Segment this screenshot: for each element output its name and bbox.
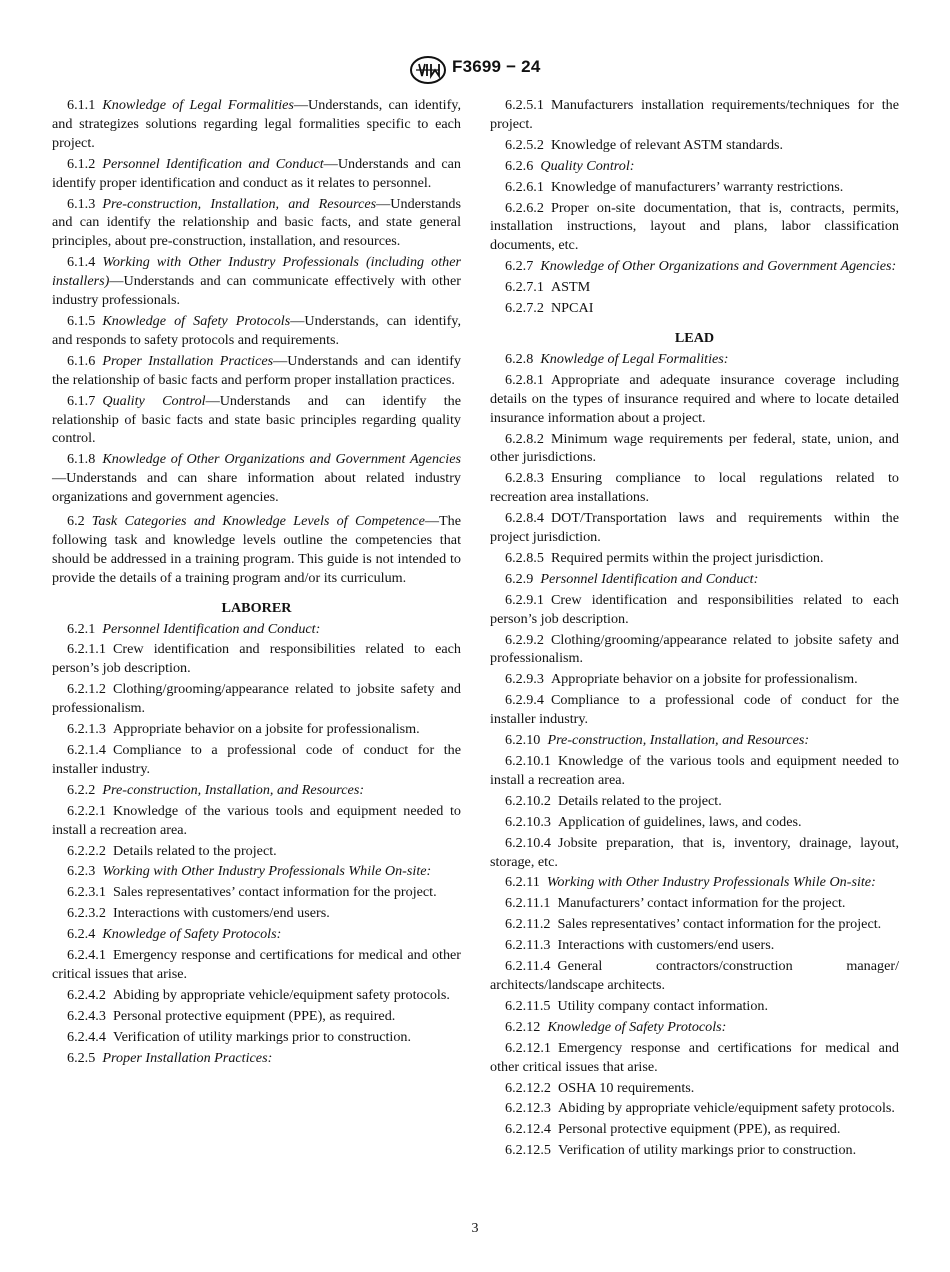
clause-text: Application of guidelines, laws, and codes. [558, 813, 802, 830]
clause-text: Personal protective equipment (PPE), as required. [558, 1121, 841, 1138]
clause-number: 6.2.8.2 [505, 430, 544, 447]
clause-title: Proper Installation Practices [102, 352, 274, 369]
clause-paragraph [52, 883, 461, 902]
clause-number: 6.2.1.4 [67, 742, 106, 758]
clause-number: 6.2.9.4 [505, 692, 544, 709]
clause-text: Minimum wage requirements per federal, state, union, and other jurisdictions. [490, 430, 899, 466]
clause-paragraph [52, 620, 461, 639]
clause-title: Knowledge of Legal Formalities: [540, 350, 729, 367]
clause-number: 6.2.12.1 [505, 1039, 551, 1056]
page-number: 3 [471, 1221, 479, 1236]
clause-paragraph [52, 741, 461, 779]
clause-number: 6.1.1 [67, 97, 96, 113]
clause-paragraph [52, 96, 461, 153]
clause-number: 6.1.3 [67, 195, 96, 212]
clause-text: Utility company contact information. [557, 997, 769, 1014]
clause-title: Pre-construction, Installation, and Resources: [547, 732, 810, 749]
clause-paragraph [52, 450, 461, 507]
clause-title: Knowledge of Safety Protocols: [102, 926, 282, 943]
clause-text: —Understands, can identify, and responds to safety protocols and requirements. [52, 312, 461, 348]
clause-text: Emergency response and certifications for medical and other critical issues that arise. [52, 947, 461, 982]
clause-paragraph [490, 813, 899, 832]
clause-number: 6.2.4.2 [67, 986, 106, 1003]
clause-text: Ensuring compliance to local regulations related to recreation area installations. [490, 470, 899, 506]
clause-number: 6.2.4.1 [67, 947, 106, 964]
clause-paragraph [52, 946, 461, 984]
clause-paragraph [490, 691, 899, 729]
clause-number: 6.2.5 [67, 1049, 96, 1066]
section-heading: LEAD [674, 329, 715, 346]
clause-paragraph [52, 1049, 461, 1068]
clause-paragraph [490, 430, 899, 468]
clause-paragraph [52, 781, 461, 800]
clause-number: 6.2.1.1 [67, 641, 106, 658]
clause-number: 6.2.2.2 [67, 842, 106, 859]
clause-text: Personal protective equipment (PPE), as required. [112, 1007, 396, 1024]
clause-paragraph [52, 680, 461, 718]
clause-paragraph [52, 802, 461, 840]
clause-number: 6.2.12.4 [505, 1121, 551, 1138]
clause-text: Interactions with customers/end users. [557, 937, 775, 954]
clause-paragraph [52, 842, 461, 861]
clause-paragraph [490, 752, 899, 790]
clause-paragraph [52, 904, 461, 923]
clause-number: 6.2.3.1 [67, 884, 106, 901]
clause-title: Personnel Identification and Conduct: [102, 620, 321, 637]
clause-paragraph [490, 894, 899, 913]
clause-paragraph [490, 1018, 899, 1037]
clause-paragraph [490, 997, 899, 1016]
clause-number: 6.2.11.2 [505, 916, 551, 933]
clause-text: Clothing/grooming/appearance related to jobsite safety and professionalism. [52, 681, 461, 717]
clause-paragraph [52, 195, 461, 252]
clause-number: 6.1.8 [67, 451, 96, 468]
clause-paragraph [490, 873, 899, 892]
clause-text: Knowledge of relevant ASTM standards. [550, 136, 784, 153]
clause-paragraph [490, 1141, 899, 1160]
clause-paragraph [490, 257, 899, 276]
clause-paragraph [490, 278, 899, 297]
clause-number: 6.2.2 [67, 781, 96, 798]
clause-number: 6.2.4.4 [67, 1028, 106, 1045]
clause-paragraph [490, 570, 899, 589]
clause-number: 6.2.5.2 [505, 136, 544, 153]
clause-number: 6.2.5.1 [505, 97, 544, 113]
clause-number: 6.2.3.2 [67, 905, 106, 922]
clause-number: 6.2.10.1 [505, 753, 551, 769]
clause-paragraph [490, 792, 899, 811]
clause-number: 6.2.12 [505, 1018, 541, 1035]
clause-text: Required permits within the project jurisdiction. [550, 549, 824, 566]
clause-paragraph [490, 299, 899, 318]
clause-title: Personnel Identification and Conduct: [540, 570, 759, 587]
clause-number: 6.2.1.3 [67, 721, 106, 738]
clause-text: Verification of utility markings prior to construction. [112, 1028, 412, 1045]
clause-text: Knowledge of the various tools and equipment needed to install a recreation area. [52, 802, 461, 838]
clause-paragraph [52, 986, 461, 1005]
clause-paragraph [52, 352, 461, 390]
clause-number: 6.2.9.1 [505, 591, 544, 608]
clause-paragraph [490, 371, 899, 428]
clause-text: Knowledge of the various tools and equipment needed to install a recreation area. [490, 753, 899, 788]
clause-text: Emergency response and certifications for medical and other critical issues that arise. [490, 1039, 899, 1075]
clause-paragraph [52, 862, 461, 881]
clause-paragraph [52, 1007, 461, 1026]
clause-paragraph [490, 549, 899, 568]
clause-number: 6.2.12.2 [505, 1079, 551, 1096]
clause-text: Jobsite preparation, that is, inventory, drainage, layout, storage, etc. [490, 834, 899, 870]
clause-title: Pre-construction, Installation, and Resources: [102, 781, 365, 798]
clause-number: 6.2.10 [505, 732, 541, 749]
clause-number: 6.2.7.2 [505, 300, 544, 317]
clause-text: —The following task and knowledge levels outline the competencies that should be addressed in a training program. This guide is not intended to provide the details of a training program and/or its curriculum. [52, 513, 461, 586]
clause-number: 6.2.11.4 [505, 958, 551, 975]
clause-paragraph [52, 925, 461, 944]
clause-paragraph [52, 392, 461, 449]
page-header [0, 56, 950, 86]
clause-number: 6.2.8.5 [505, 549, 544, 566]
clause-paragraph [490, 915, 899, 934]
clause-number: 6.2.2.1 [67, 802, 106, 819]
clause-number: 6.2.6 [505, 157, 534, 174]
clause-number: 6.2.8.3 [505, 470, 544, 487]
document-designation: F3699 − 24 [452, 57, 541, 76]
clause-paragraph [490, 631, 899, 669]
clause-paragraph [490, 834, 899, 872]
clause-number: 6.2.10.4 [505, 834, 551, 851]
clause-text: Appropriate behavior on a jobsite for professionalism. [112, 721, 420, 738]
clause-paragraph [490, 957, 899, 995]
clause-text: —Understands and can share information about related industry organizations and government agencies. [52, 470, 461, 506]
clause-paragraph [490, 1099, 899, 1118]
clause-text: General contractors/construction manager/ architects/landscape architects. [490, 958, 899, 993]
clause-title: Knowledge of Safety Protocols [102, 312, 291, 329]
clause-text: Sales representatives’ contact information for the project. [112, 884, 437, 901]
clause-number: 6.2.7.1 [505, 279, 544, 296]
clause-title: Pre-construction, Installation, and Resources [102, 195, 377, 212]
clause-number: 6.1.6 [67, 352, 96, 369]
clause-paragraph [490, 1039, 899, 1077]
clause-paragraph [52, 253, 461, 310]
clause-paragraph [490, 157, 899, 176]
clause-paragraph [52, 512, 461, 588]
clause-text: Interactions with customers/end users. [112, 905, 330, 922]
clause-text: —Understands and can communicate effectively with other industry professionals. [52, 273, 461, 309]
clause-text: —Understands and can identify the relationship of basic facts and perform proper installation practices. [52, 352, 461, 388]
clause-paragraph [52, 640, 461, 678]
clause-text: Appropriate behavior on a jobsite for professionalism. [550, 671, 858, 688]
clause-text: —Understands and can identify proper identification and conduct as it relates to personnel. [52, 155, 461, 191]
clause-number: 6.2.8.4 [505, 510, 544, 527]
clause-number: 6.2.6.2 [505, 199, 544, 216]
clause-number: 6.2.8.1 [505, 371, 544, 388]
clause-number: 6.2.6.1 [505, 178, 544, 195]
section-heading: LABORER [221, 599, 292, 616]
clause-text: Abiding by appropriate vehicle/equipment safety protocols. [558, 1100, 895, 1117]
clause-text: DOT/Transportation laws and requirements within the project jurisdiction. [490, 510, 899, 546]
clause-title: Working with Other Industry Professionals While On-site: [102, 863, 432, 880]
astm-logo-icon [410, 56, 446, 84]
clause-title: Task Categories and Knowledge Levels of Competence [91, 513, 425, 530]
clause-paragraph [52, 155, 461, 193]
clause-number: 6.2.8 [505, 350, 534, 367]
clause-number: 6.1.4 [67, 254, 96, 271]
clause-text: —Understands and can identify the relationship of basic facts and state basic principles regarding quality control. [52, 392, 461, 447]
clause-paragraph [490, 199, 899, 256]
clause-paragraph [490, 350, 899, 369]
clause-paragraph [490, 469, 899, 507]
clause-number: 6.2.9.2 [505, 631, 544, 648]
clause-title: Knowledge of Safety Protocols: [547, 1018, 727, 1035]
clause-paragraph [490, 136, 899, 155]
clause-paragraph [490, 178, 899, 197]
clause-text: Abiding by appropriate vehicle/equipment safety protocols. [112, 986, 450, 1003]
clause-title: Proper Installation Practices: [102, 1049, 273, 1066]
clause-number: 6.2.4 [67, 926, 96, 943]
clause-number: 6.2.12.5 [505, 1142, 551, 1159]
clause-text: Manufacturers installation requirements/techniques for the project. [490, 97, 899, 132]
left-column [52, 94, 461, 1068]
clause-paragraph [52, 312, 461, 350]
clause-number: 6.2.11.5 [505, 997, 551, 1014]
clause-paragraph [490, 1120, 899, 1139]
clause-paragraph [490, 509, 899, 547]
clause-paragraph [490, 936, 899, 955]
clause-text: Compliance to a professional code of conduct for the installer industry. [52, 742, 461, 777]
clause-title: Personnel Identification and Conduct [102, 155, 324, 172]
clause-title: Knowledge of Legal Formalities [102, 97, 294, 113]
clause-text: —Understands, can identify, and strategizes solutions regarding legal formalities specific to each project. [52, 97, 461, 151]
clause-number: 6.2.10.3 [505, 813, 551, 830]
clause-number: 6.2.11 [505, 874, 540, 891]
clause-number: 6.2.11.3 [505, 937, 551, 954]
clause-text: Details related to the project. [112, 842, 277, 859]
clause-title: Working with Other Industry Professionals While On-site: [546, 874, 876, 891]
clause-title: Knowledge of Other Organizations and Government Agencies [102, 451, 461, 468]
clause-text: ASTM [550, 279, 591, 296]
clause-text: Crew identification and responsibilities related to each person’s job description. [490, 591, 899, 627]
clause-title: Quality Control: [540, 157, 635, 174]
clause-text: Compliance to a professional code of conduct for the installer industry. [490, 692, 899, 728]
clause-text: Crew identification and responsibilities related to each person’s job description. [52, 641, 461, 677]
clause-number: 6.2.11.1 [505, 895, 551, 912]
clause-text: Proper on-site documentation, that is, contracts, permits, installation instructions, layout and plans, labor classification documents, etc. [490, 199, 899, 254]
clause-number: 6.2.9 [505, 570, 534, 587]
clause-text: Appropriate and adequate insurance coverage including details on the types of insurance required and where to locate detailed insurance information about a project. [490, 371, 899, 426]
clause-text: Knowledge of manufacturers’ warranty restrictions. [550, 178, 844, 195]
clause-text: Verification of utility markings prior to construction. [558, 1142, 857, 1159]
clause-number: 6.2.3 [67, 863, 96, 880]
clause-title: Quality Control [102, 392, 206, 409]
clause-title: Knowledge of Other Organizations and Government Agencies: [540, 258, 897, 275]
clause-text: —Understands and can identify the relationship and basic facts, and state general principles, about pre-construction, installation, and resources. [52, 195, 461, 250]
right-column [490, 94, 899, 1160]
clause-number: 6.1.7 [67, 392, 96, 409]
clause-title: Working with Other Industry Professionals (including other installers) [52, 254, 461, 290]
clause-text: OSHA 10 requirements. [558, 1079, 695, 1096]
clause-number: 6.1.2 [67, 155, 96, 172]
clause-paragraph [52, 720, 461, 739]
clause-text: Sales representatives’ contact information for the project. [557, 916, 882, 933]
clause-text: Manufacturers’ contact information for the project. [557, 895, 846, 912]
clause-number: 6.2.12.3 [505, 1100, 551, 1117]
clause-number: 6.2.4.3 [67, 1007, 106, 1024]
clause-number: 6.2.9.3 [505, 671, 544, 688]
clause-text: Details related to the project. [558, 792, 722, 809]
clause-number: 6.2.7 [505, 258, 534, 275]
clause-number: 6.2 [67, 513, 85, 530]
clause-text: NPCAI [550, 300, 594, 317]
clause-paragraph [52, 1028, 461, 1047]
clause-number: 6.2.1.2 [67, 681, 106, 698]
clause-paragraph [490, 1079, 899, 1098]
clause-number: 6.2.1 [67, 620, 96, 637]
clause-number: 6.2.10.2 [505, 792, 551, 809]
clause-number: 6.1.5 [67, 312, 96, 329]
clause-paragraph [490, 591, 899, 629]
clause-paragraph [490, 96, 899, 134]
clause-paragraph [490, 670, 899, 689]
clause-text: Clothing/grooming/appearance related to jobsite safety and professionalism. [490, 631, 899, 667]
clause-paragraph [490, 731, 899, 750]
